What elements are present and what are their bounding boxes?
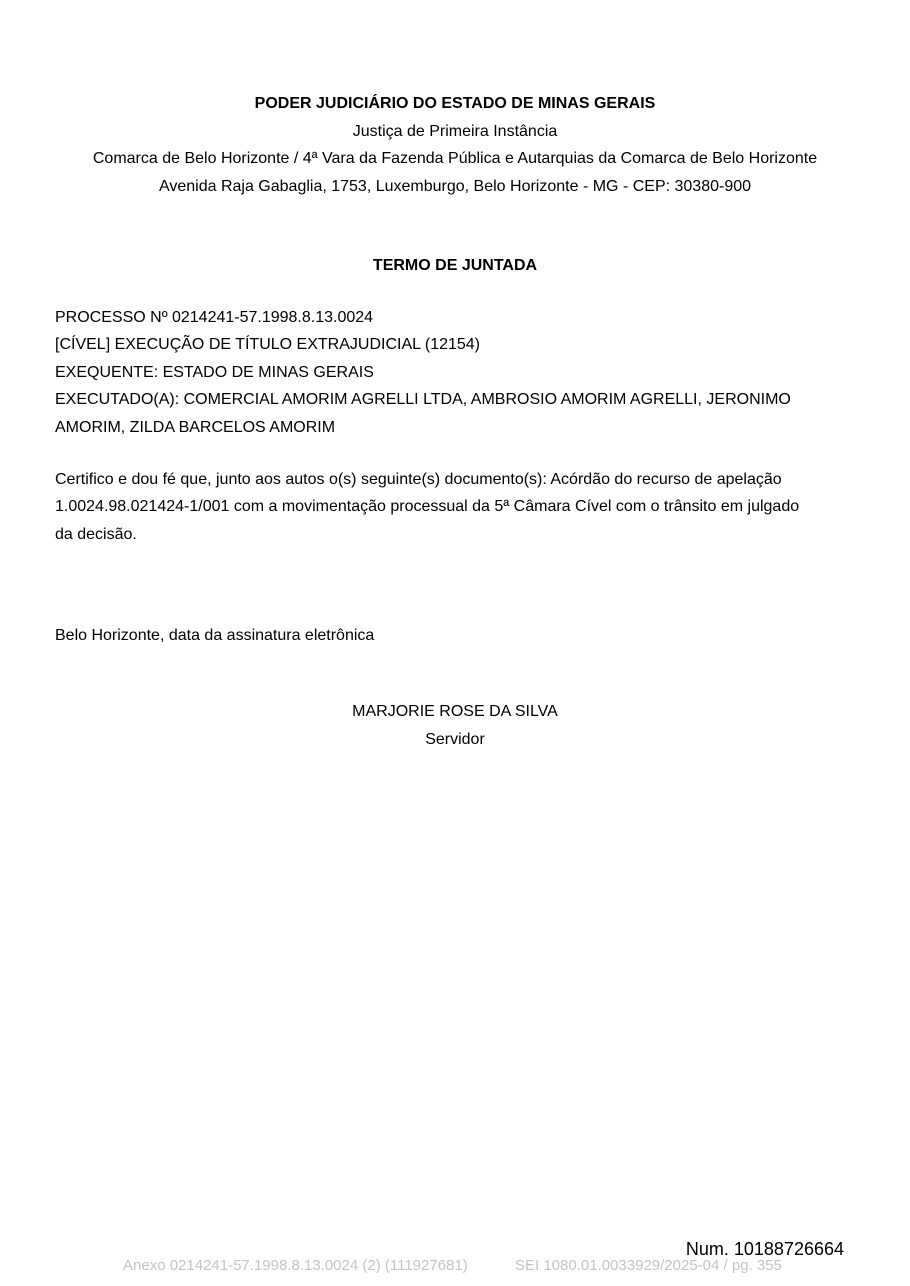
document-number: Num. 10188726664 (685, 1239, 844, 1259)
certification-line: Certifico e dou fé que, junto aos autos o(s) seguinte(s) documento(s): Acórdão do recurso de apelação (55, 471, 782, 488)
instance-line: Justiça de Primeira Instância (352, 123, 558, 140)
executado-line-cont: AMORIM, ZILDA BARCELOS AMORIM (55, 419, 336, 436)
process-class: [CÍVEL] EXECUÇÃO DE TÍTULO EXTRAJUDICIAL (12154) (55, 336, 481, 353)
document-title: TERMO DE JUNTADA (372, 257, 538, 274)
executado-line: EXECUTADO(A): COMERCIAL AMORIM AGRELLI LTDA, AMBROSIO AMORIM AGRELLI, JERONIMO (55, 391, 791, 408)
comarca-line: Comarca de Belo Horizonte / 4ª Vara da Fazenda Pública e Autarquias da Comarca de Belo Horizonte (92, 150, 818, 167)
sei-page-footer: SEI 1080.01.0033929/2025-04 / pg. 355 (515, 1257, 782, 1274)
certification-line: da decisão. (55, 526, 137, 543)
court-heading: PODER JUDICIÁRIO DO ESTADO DE MINAS GERAIS (254, 95, 656, 112)
signer-role: Servidor (425, 731, 485, 748)
annex-footer: Anexo 0214241-57.1998.8.13.0024 (2) (111927681) (123, 1257, 468, 1274)
process-number: PROCESSO Nº 0214241-57.1998.8.13.0024 (55, 309, 374, 326)
certification-line: 1.0024.98.021424-1/001 com a movimentação processual da 5ª Câmara Cível com o trânsito em julgado (55, 498, 800, 515)
exequente-line: EXEQUENTE: ESTADO DE MINAS GERAIS (55, 364, 374, 381)
address-line: Avenida Raja Gabaglia, 1753, Luxemburgo, Belo Horizonte - MG - CEP: 30380-900 (158, 178, 752, 195)
signer-name: MARJORIE ROSE DA SILVA (352, 703, 558, 720)
place-date-line: Belo Horizonte, data da assinatura eletrônica (55, 627, 375, 644)
